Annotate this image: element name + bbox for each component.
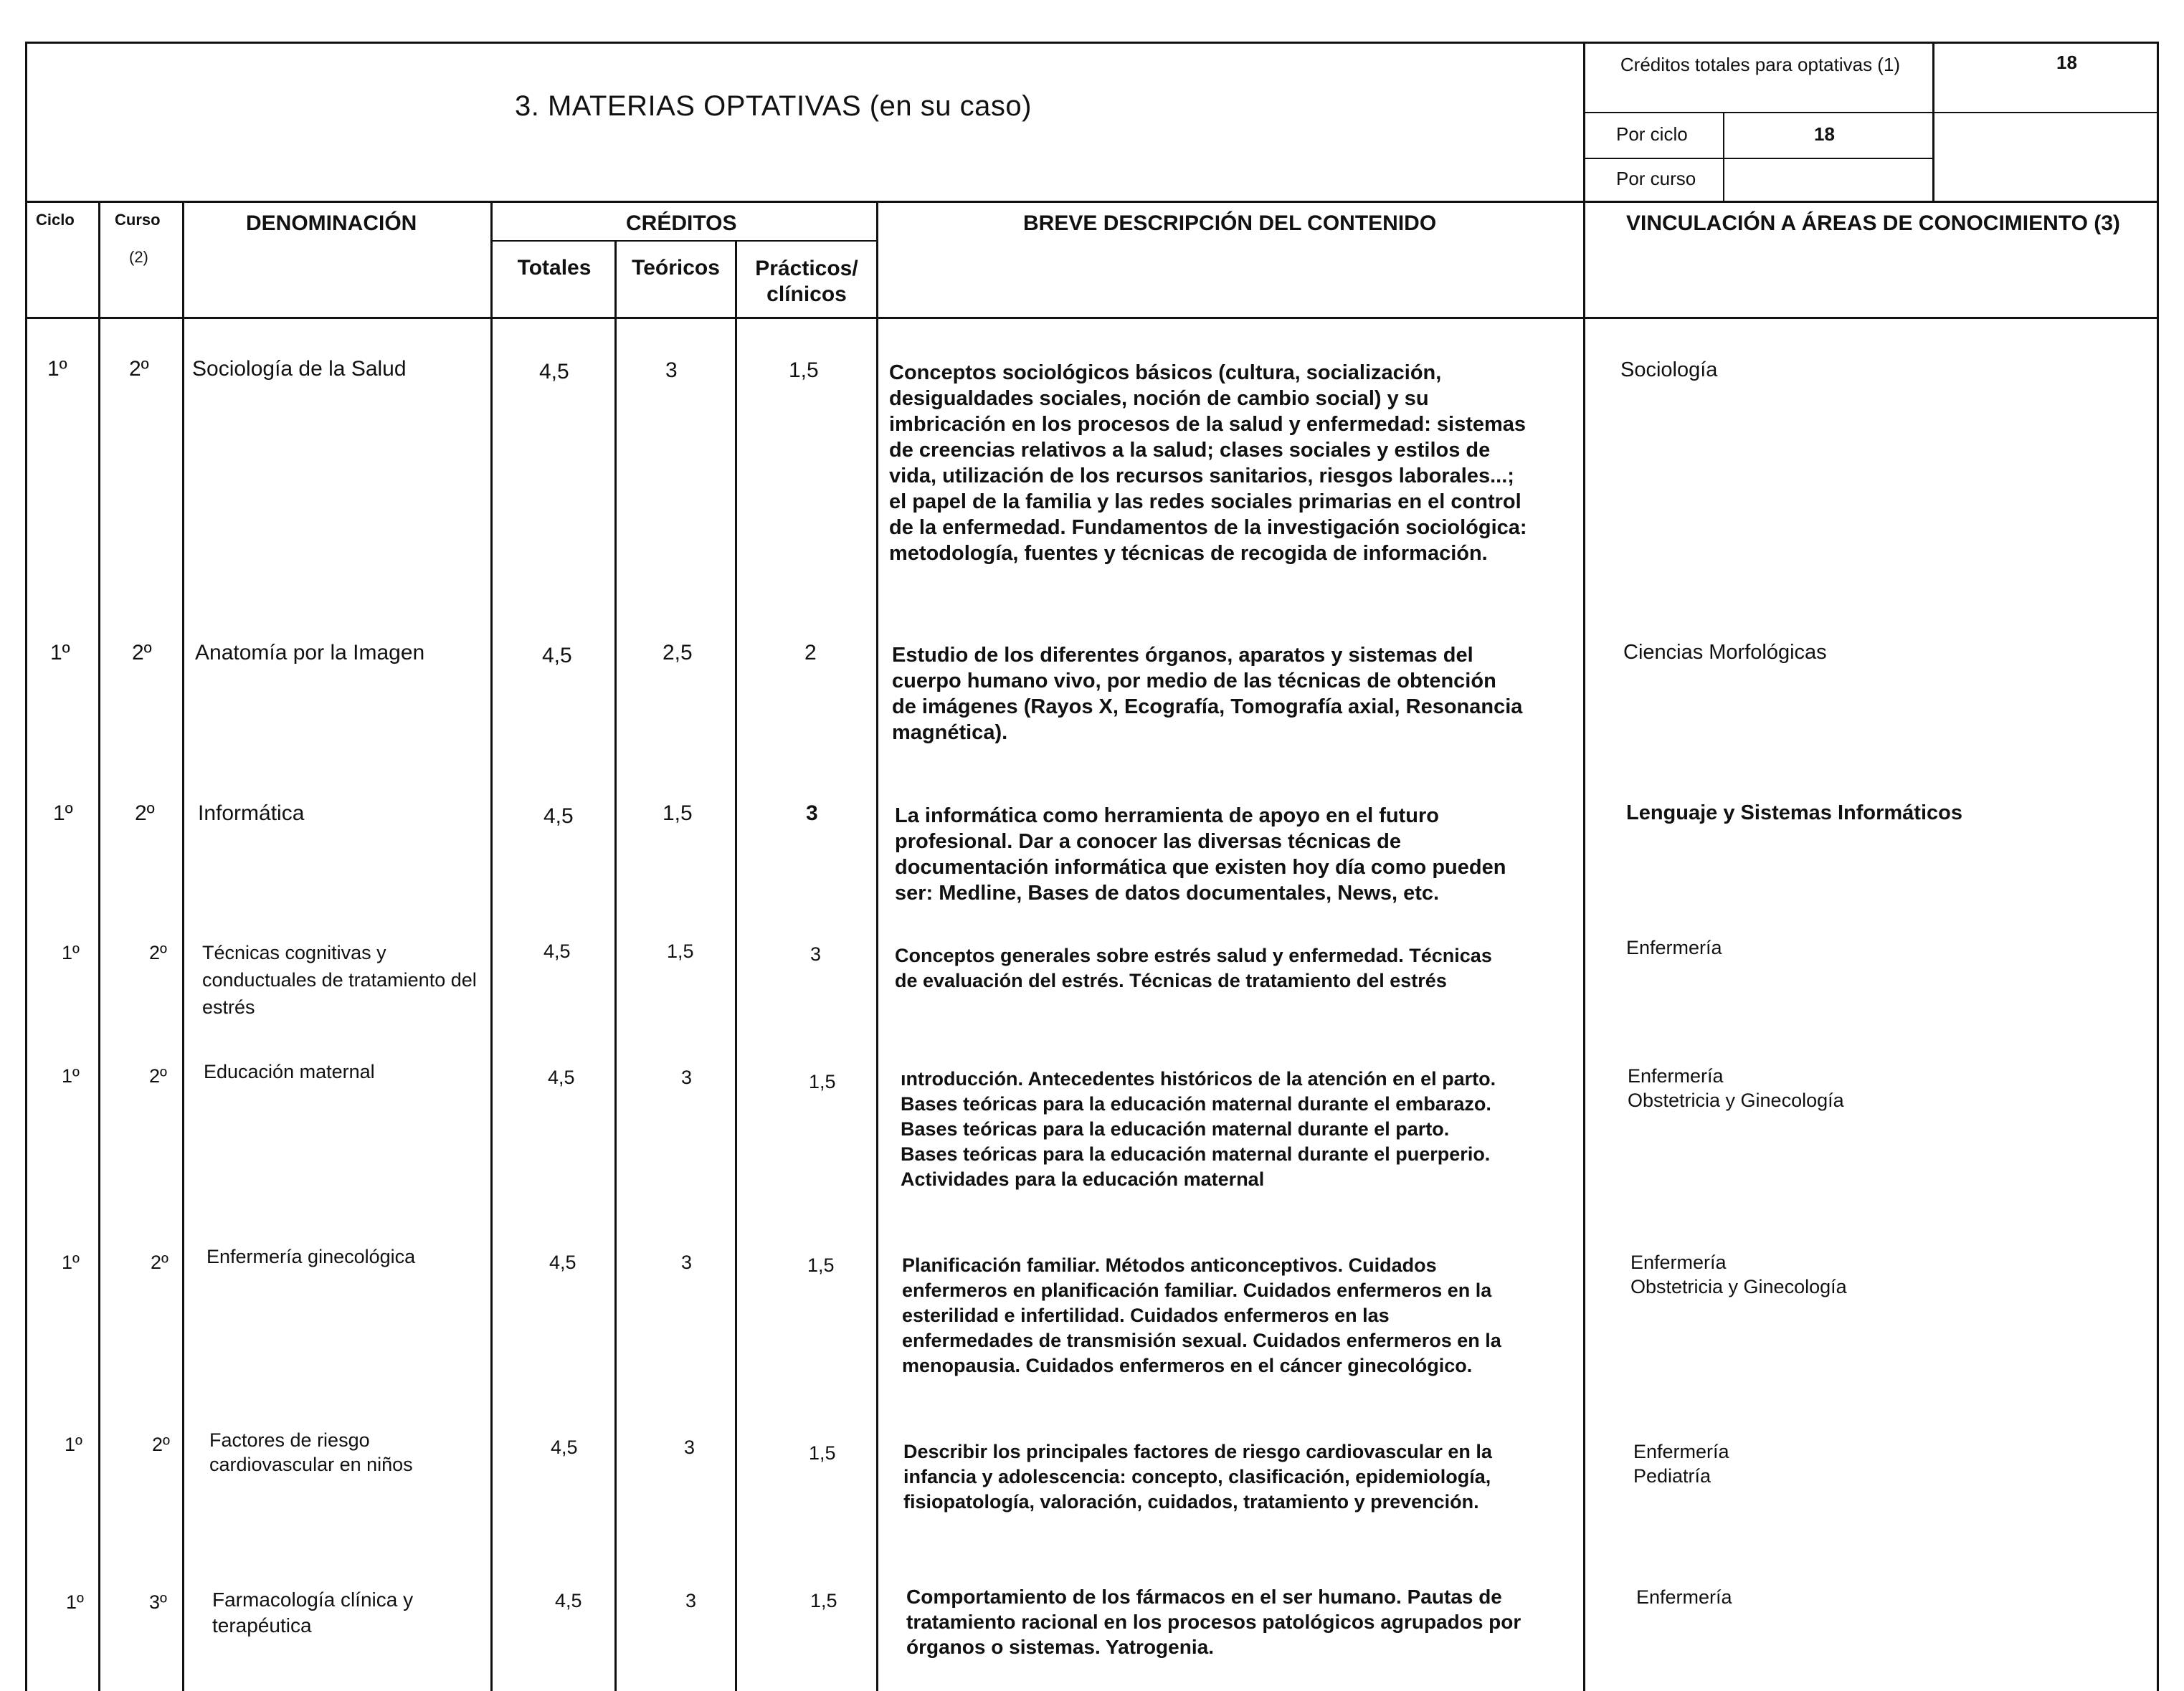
total-credits-label: Créditos totales para optativas (1) — [1620, 54, 1901, 75]
row-teoricos: 2,5 — [663, 641, 693, 665]
row-ciclo: 1º — [62, 942, 80, 963]
row-practicos: 1,5 — [809, 1071, 836, 1092]
row-ciclo: 1º — [66, 1591, 84, 1613]
row-ciclo: 1º — [47, 357, 67, 381]
row-vinculacion: Enfermería Pediatría — [1633, 1441, 1729, 1487]
credits-box-left — [1583, 42, 1585, 1691]
row-denominacion: Enfermería ginecológica — [206, 1246, 416, 1267]
row-vinculacion: Ciencias Morfológicas — [1623, 641, 1827, 664]
row-practicos: 3 — [810, 943, 822, 965]
row-denominacion: Anatomía por la Imagen — [195, 641, 425, 665]
row-ciclo: 1º — [65, 1434, 82, 1455]
row-vinculacion: Lenguaje y Sistemas Informáticos — [1626, 801, 1962, 824]
frame-right — [2157, 42, 2159, 1691]
credits-box-h2 — [1583, 158, 1934, 159]
row-curso: 2º — [129, 357, 149, 381]
col-header-curso-note: (2) — [129, 248, 148, 266]
creditos-subheader-line — [490, 240, 878, 242]
row-denominacion: Informática — [198, 801, 305, 825]
row-curso: 2º — [149, 1065, 167, 1087]
row-totales: 4,5 — [555, 1590, 582, 1611]
row-denominacion: Farmacología clínica y terapéutica — [212, 1588, 414, 1637]
row-ciclo: 1º — [62, 1065, 80, 1087]
row-vinculacion: Enfermería — [1626, 937, 1722, 958]
credits-box-mid — [1932, 42, 1934, 202]
row-vinculacion: Enfermería Obstetricia y Ginecología — [1628, 1065, 1844, 1111]
row-practicos: 1,5 — [789, 358, 819, 382]
row-denominacion: Técnicas cognitivas y conductuales de tratamiento del estrés — [202, 942, 477, 1018]
frame-left — [25, 42, 27, 1691]
col-div-5 — [735, 240, 737, 1691]
row-ciclo: 1º — [62, 1252, 80, 1273]
column-header-bottom-line — [25, 317, 2158, 319]
row-vinculacion: Enfermería Obstetricia y Ginecología — [1630, 1252, 1847, 1297]
col-div-3 — [490, 203, 493, 1691]
row-denominacion: Factores de riesgo cardiovascular en niños — [209, 1429, 413, 1475]
row-totales: 4,5 — [551, 1437, 578, 1458]
row-curso: 2º — [149, 942, 167, 963]
row-curso: 2º — [151, 1252, 168, 1273]
col-header-denominacion: DENOMINACIÓN — [246, 211, 417, 235]
row-totales: 4,5 — [549, 1252, 576, 1273]
col-header-vinculacion: VINCULACIÓN A ÁREAS DE CONOCIMIENTO (3) — [1626, 211, 2120, 235]
col-header-descripcion: BREVE DESCRIPCIÓN DEL CONTENIDO — [1023, 211, 1437, 235]
row-descripcion: ıntroducción. Antecedentes históricos de la atención en el parto. Bases teóricas para la educación maternal durante el embarazo. Bases teóricas para la educación maternal durante el parto. Bases teóricas para la educación maternal durante el puerperio. Actividades para la educación maternal — [901, 1068, 1496, 1190]
col-div-2 — [182, 203, 184, 1691]
row-descripcion: Describir los principales factores de riesgo cardiovascular en la infancia y adolescencia: concepto, clasificación, epidemiología, fisiopatología, valoración, cuidados, tratamiento y prevención. — [903, 1441, 1492, 1513]
row-curso: 2º — [132, 641, 152, 665]
row-teoricos: 1,5 — [663, 801, 693, 825]
col-header-teoricos: Teóricos — [632, 256, 720, 280]
per-cycle-value: 18 — [1814, 123, 1835, 145]
row-totales: 4,5 — [543, 804, 574, 828]
row-totales: 4,5 — [548, 1067, 575, 1088]
row-ciclo: 1º — [50, 641, 70, 665]
row-descripcion: Planificación familiar. Métodos anticonceptivos. Cuidados enfermeros en planificación familiar. Cuidados enfermeros en la esterilidad e infertilidad. Cuidados enfermeros en las enfermedades de transmisión sexual. Cuidados enfermeros en la menopausia. Cuidados enfermeros en el cáncer ginecológico. — [902, 1254, 1501, 1376]
row-practicos: 1,5 — [810, 1590, 837, 1611]
row-teoricos: 3 — [685, 1590, 697, 1611]
page-title: 3. MATERIAS OPTATIVAS (en su caso) — [515, 90, 1032, 122]
per-cycle-label: Por ciclo — [1616, 123, 1688, 145]
col-header-practicos: Prácticos/ clínicos — [755, 257, 858, 306]
row-descripcion: Comportamiento de los fármacos en el ser humano. Pautas de tratamiento racional en los procesos patológicos agrupados por órganos o sistemas. Yatrogenia. — [906, 1586, 1521, 1658]
row-vinculacion: Sociología — [1620, 358, 1718, 381]
row-teoricos: 3 — [684, 1437, 695, 1458]
col-div-6 — [876, 203, 878, 1691]
col-header-ciclo: Ciclo — [36, 211, 75, 229]
row-practicos: 2 — [804, 641, 817, 665]
row-teoricos: 3 — [665, 358, 678, 382]
per-course-label: Por curso — [1616, 168, 1696, 189]
row-denominacion: Sociología de la Salud — [192, 357, 407, 381]
row-descripcion: Conceptos generales sobre estrés salud y enfermedad. Técnicas de evaluación del estrés. Técnicas de tratamiento del estrés — [895, 945, 1492, 991]
credits-box-h1 — [1583, 112, 2158, 113]
row-descripcion: Conceptos sociológicos básicos (cultura, socialización, desigualdades sociales, noción de cambio social) y su imbricación en los procesos de la salud y enfermedad: sistemas de creencias relativos a la salud; clases sociales y estilos de vida, utilización de los recursos sanitarios, riesgos laborales...; el papel de la familia y las redes sociales primarias en el control de la enfermedad. Fundamentos de la investigación sociológica: metodología, fuentes y técnicas de recogida de información. — [889, 361, 1527, 565]
row-totales: 4,5 — [543, 940, 571, 962]
col-div-1 — [98, 203, 100, 1691]
col-header-curso: Curso — [115, 211, 161, 229]
row-descripcion: Estudio de los diferentes órganos, aparatos y sistemas del cuerpo humano vivo, por medio de las técnicas de obtención de imágenes (Rayos X, Ecografía, Tomografía axial, Resonancia magnética). — [892, 644, 1523, 744]
row-curso: 2º — [152, 1434, 170, 1455]
row-vinculacion: Enfermería — [1636, 1586, 1732, 1608]
header-bottom-line — [25, 201, 2158, 203]
row-descripcion: La informática como herramienta de apoyo en el futuro profesional. Dar a conocer las diversas técnicas de documentación informática que existen hoy día como pueden ser: Medline, Bases de datos documentales, News, etc. — [895, 804, 1506, 905]
row-totales: 4,5 — [542, 644, 572, 667]
col-header-creditos: CRÉDITOS — [626, 211, 737, 235]
frame-top — [25, 42, 2158, 44]
row-totales: 4,5 — [539, 360, 569, 384]
col-header-totales: Totales — [517, 256, 592, 280]
row-practicos: 3 — [806, 801, 818, 825]
row-ciclo: 1º — [53, 801, 73, 825]
row-denominacion: Educación maternal — [204, 1061, 375, 1082]
col-div-4 — [614, 240, 617, 1691]
row-practicos: 1,5 — [809, 1442, 836, 1464]
total-credits-value: 18 — [2056, 52, 2077, 73]
row-teoricos: 1,5 — [667, 940, 694, 962]
credits-box-inner — [1723, 112, 1724, 202]
row-curso: 3º — [149, 1591, 167, 1613]
row-teoricos: 3 — [681, 1252, 693, 1273]
row-curso: 2º — [135, 801, 155, 825]
row-practicos: 1,5 — [807, 1254, 835, 1276]
row-teoricos: 3 — [681, 1067, 693, 1088]
